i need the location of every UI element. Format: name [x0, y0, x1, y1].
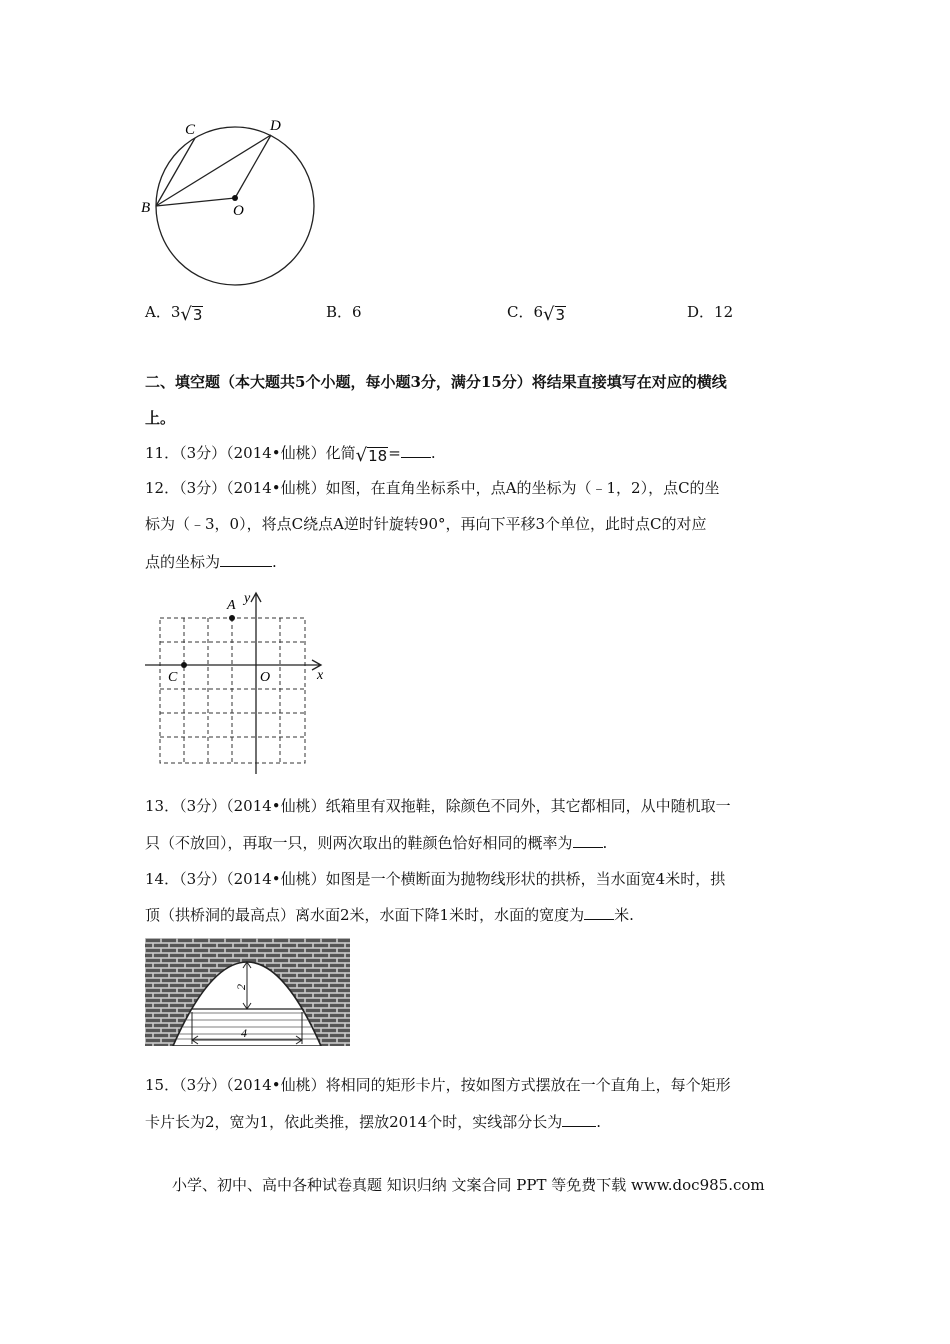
question-12-line1: 12．（3分）（2014•仙桃）如图，在直角坐标系中，点A的坐标为（﹣1，2），点C的坐 — [145, 479, 720, 497]
question-11: 11．（3分）（2014•仙桃）化简 √ 18 = . — [145, 444, 436, 466]
radius-od — [235, 135, 271, 198]
question-12-line2: 标为（﹣3，0），将点C绕点A逆时针旋转90°，再向下平移3个单位，此时点C的对应 — [145, 515, 707, 533]
arch-bridge-figure — [145, 938, 350, 1046]
chord-bc — [156, 138, 195, 206]
answer-blank — [401, 443, 431, 458]
question-13-line1: 13．（3分）（2014•仙桃）纸箱里有双拖鞋，除颜色不同外，其它都相同，从中随机取一 — [145, 797, 731, 815]
label-a: A — [227, 598, 236, 613]
coordinate-grid-figure — [140, 588, 340, 778]
point-c — [181, 662, 187, 668]
option-b: B．6 — [326, 303, 362, 321]
question-14-line2: 顶（拱桥洞的最高点）离水面2米，水面下降1米时，水面的宽度为 米. — [145, 906, 634, 924]
option-c: C．6 √ 3 — [507, 303, 566, 325]
label-d: D — [270, 118, 281, 134]
label-c: C — [168, 670, 178, 685]
question-15-line1: 15．（3分）（2014•仙桃）将相同的矩形卡片，按如图方式摆放在一个直角上，每个矩形 — [145, 1076, 731, 1094]
footer-text: 小学、初中、高中各种试卷真题 知识归纳 文案合同 PPT 等免费下载 www.doc985.com — [172, 1176, 765, 1194]
option-a: A．3 √ 3 — [145, 303, 203, 325]
question-15-line2: 卡片长为2，宽为1，依此类推，摆放2014个时，实线部分长为 . — [145, 1113, 602, 1131]
section-heading-line2: 上。 — [145, 409, 176, 427]
question-13-line2: 只（不放回），再取一只，则两次取出的鞋颜色恰好相同的概率为 . — [145, 834, 608, 852]
label-x: x — [317, 668, 324, 683]
question-12-line3: 点的坐标为 . — [145, 553, 277, 571]
answer-blank — [220, 552, 272, 567]
point-a — [229, 615, 235, 621]
label-b: B — [141, 200, 151, 216]
chord-bd — [156, 135, 271, 206]
width-label: 4 — [241, 1026, 247, 1040]
label-c: C — [185, 122, 196, 138]
label-y: y — [244, 591, 251, 606]
section-heading-line1: 二、填空题（本大题共5个小题，每小题3分，满分15分）将结果直接填写在对应的横线 — [145, 373, 727, 391]
answer-blank — [573, 833, 603, 848]
answer-blank — [562, 1112, 596, 1127]
answer-blank — [584, 905, 614, 920]
center-point — [232, 195, 238, 201]
height-label: 2 — [234, 984, 248, 990]
label-o: O — [233, 203, 244, 219]
question-14-line1: 14．（3分）（2014•仙桃）如图是一个横断面为抛物线形状的拱桥，当水面宽4米时，拱 — [145, 870, 726, 888]
circle-figure — [135, 110, 335, 295]
option-d: D．12 — [687, 303, 734, 321]
label-o: O — [260, 670, 271, 685]
